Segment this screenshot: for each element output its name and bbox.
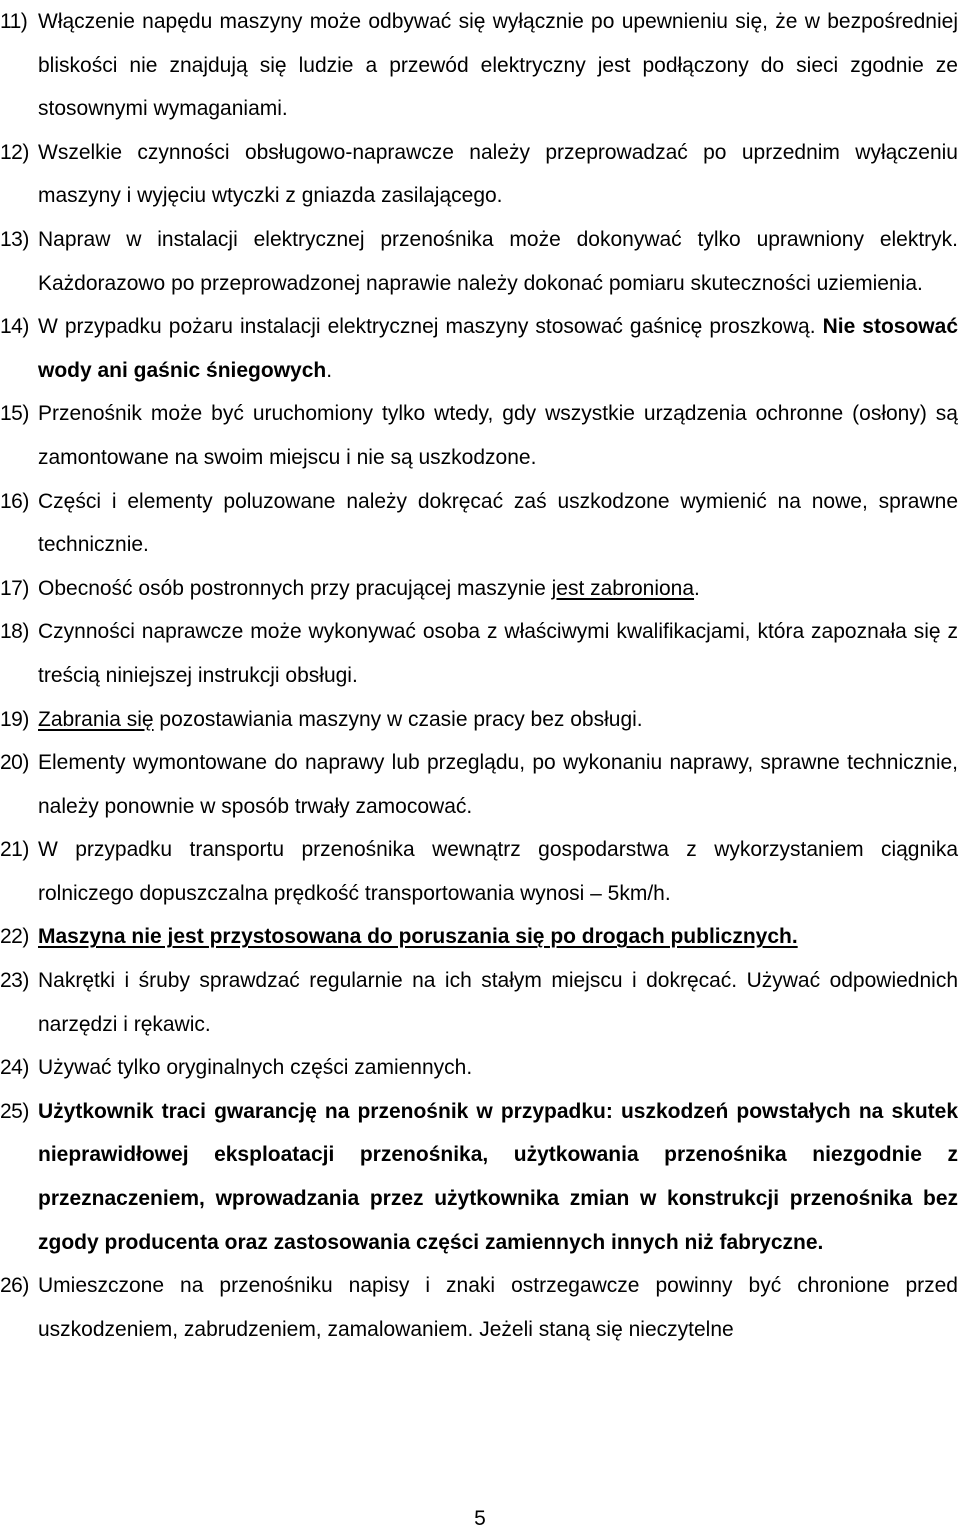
list-item — [0, 131, 958, 218]
item-text — [38, 838, 958, 905]
text-run: Czynności naprawcze może wykonywać osoba z właściwymi kwalifikacjami, która zapoznała się z treścią niniejszej instrukcji obsługi. — [38, 620, 958, 687]
list-item — [0, 218, 958, 305]
item-number: 14) — [0, 315, 29, 339]
item-number: 25) — [0, 1099, 29, 1123]
text-run: Umieszczone na przenośniku napisy i znaki ostrzegawcze powinny być chronione przed uszkodzeniem, zabrudzeniem, zamalowaniem. Jeżeli staną się nieczytelne — [38, 1274, 958, 1341]
item-text — [38, 402, 958, 469]
list-item — [0, 392, 958, 479]
text-run: Elementy wymontowane do naprawy lub przeglądu, po wykonaniu naprawy, sprawne technicznie, należy ponownie w sposób trwały zamocować. — [38, 751, 958, 818]
text-run: Obecność osób postronnych przy pracującej maszynie — [38, 576, 552, 600]
text-run: . — [326, 358, 333, 382]
item-number: 15) — [0, 402, 29, 426]
text-run: pozostawiania maszyny w czasie pracy bez obsługi. — [153, 707, 643, 731]
item-text — [38, 228, 958, 295]
item-text — [38, 1274, 958, 1341]
underlined-text: Zabrania się — [38, 707, 154, 731]
list-item — [0, 0, 958, 131]
text-run: W przypadku pożaru instalacji elektrycznej maszyny stosować gaśnicę proszkową. — [38, 315, 823, 339]
text-run: Nakrętki i śruby sprawdzać regularnie na ich stałym miejscu i dokręcać. Używać odpowiednich narzędzi i rękawic. — [38, 969, 958, 1036]
text-run: Wszelkie czynności obsługowo-naprawcze należy przeprowadzać po uprzednim wyłączeniu maszyny i wyjęciu wtyczki z gniazda zasilającego. — [38, 140, 958, 208]
item-text — [38, 620, 958, 687]
item-text — [38, 751, 958, 818]
text-run: Części i elementy poluzowane należy dokręcać zaś uszkodzone wymienić na nowe, sprawne technicznie. — [38, 489, 958, 557]
text-run: Używać tylko oryginalnych części zamiennych. — [38, 1056, 473, 1080]
list-item — [0, 828, 958, 915]
item-number: 23) — [0, 969, 29, 993]
text-run: . — [694, 576, 700, 600]
list-item — [0, 741, 958, 828]
item-text — [38, 925, 798, 948]
item-number: 11) — [0, 10, 28, 33]
page-number: 5 — [474, 1507, 486, 1530]
item-text — [38, 141, 958, 208]
item-number: 13) — [0, 227, 29, 251]
item-text — [38, 1056, 472, 1079]
item-text — [38, 969, 958, 1036]
text-run: Napraw w instalacji elektrycznej przenośnika może dokonywać tylko uprawniony elektryk. Każdorazowo po przeprowadzonej naprawie należy dokonać pomiaru skuteczności uziemienia. — [38, 227, 958, 295]
item-number: 20) — [0, 751, 29, 775]
text-run: Włączenie napędu maszyny może odbywać się wyłącznie po upewnieniu się, że w bezpośredniej bliskości nie znajdują się ludzie a przewód elektryczny jest podłączony do sieci zgodnie ze stosownymi wymaganiami. — [38, 10, 958, 121]
item-number: 26) — [0, 1274, 29, 1298]
item-number: 21) — [0, 838, 29, 862]
list-item — [0, 959, 958, 1046]
item-number: 12) — [0, 140, 29, 164]
bold-text: Nie stosować wody ani gaśnic śniegowych — [38, 315, 959, 382]
list-item — [0, 915, 958, 959]
item-number: 17) — [0, 576, 29, 600]
item-text — [38, 315, 958, 382]
item-text — [38, 708, 643, 731]
item-number: 22) — [0, 925, 29, 949]
item-number: 19) — [0, 707, 29, 731]
list-item — [0, 305, 958, 392]
item-number: 16) — [0, 489, 29, 513]
item-number: 18) — [0, 620, 29, 644]
list-item — [0, 1090, 958, 1264]
list-item — [0, 698, 958, 742]
list-item — [0, 610, 958, 697]
list-item — [0, 1046, 958, 1090]
bold-text: Użytkownik traci gwarancję na przenośnik w przypadku: uszkodzeń powstałych na skutek nieprawidłowej eksploatacji przenośnika, użytkowania przenośnika niezgodnie z przeznaczeniem, wprowadzania przez użytkownika zmian w konstrukcji przenośnika bez zgody producenta oraz zastosowania części zamiennych innych niż fabryczne. — [38, 1099, 958, 1254]
item-text — [38, 10, 958, 120]
list-item — [0, 1264, 958, 1351]
list-item — [0, 480, 958, 567]
item-number: 24) — [0, 1056, 29, 1080]
list-item — [0, 567, 958, 611]
item-text — [38, 577, 700, 600]
text-run: Przenośnik może być uruchomiony tylko wtedy, gdy wszystkie urządzenia ochronne (osłony) są zamontowane na swoim miejscu i nie są uszkodzone. — [38, 402, 958, 469]
item-text — [38, 1100, 958, 1254]
underlined-text: jest zabroniona — [551, 576, 695, 600]
bold-underlined-text: Maszyna nie jest przystosowana do poruszania się po drogach publicznych. — [38, 925, 798, 949]
text-run: W przypadku transportu przenośnika wewnątrz gospodarstwa z wykorzystaniem ciągnika rolniczego dopuszczalna prędkość transportowania wynosi – 5km/h. — [38, 838, 958, 905]
item-text — [38, 490, 958, 557]
